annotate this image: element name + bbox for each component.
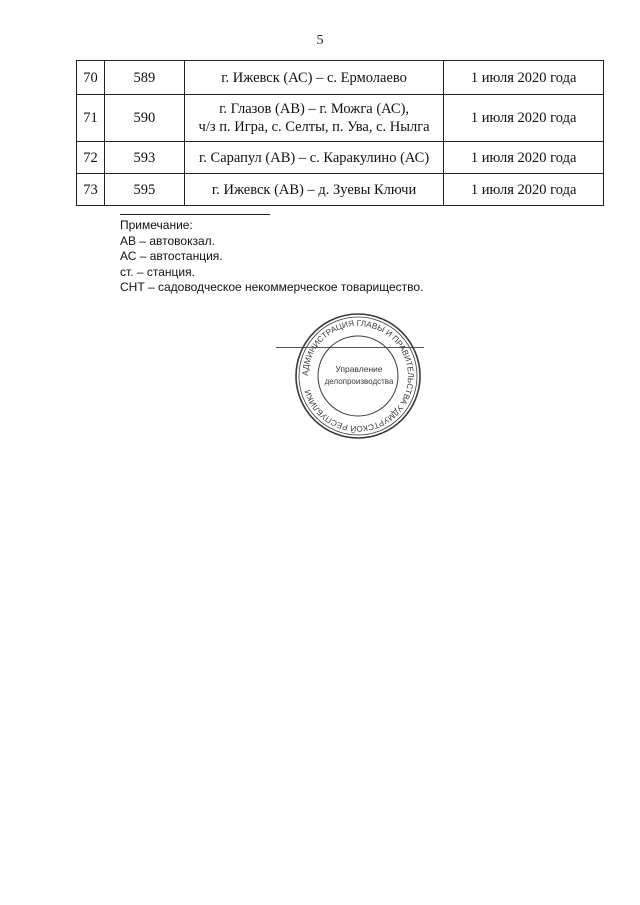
row-number: 73 — [77, 174, 105, 206]
route-code: 589 — [104, 61, 184, 95]
table-row — [77, 174, 604, 206]
start-date: 1 июля 2020 года — [444, 95, 604, 142]
official-stamp — [293, 311, 423, 441]
route-code: 590 — [104, 95, 184, 142]
start-date: 1 июля 2020 года — [444, 174, 604, 206]
note-item: ст. – станция. — [120, 264, 195, 279]
table-row — [77, 142, 604, 174]
start-date: 1 июля 2020 года — [444, 142, 604, 174]
notes-block — [120, 218, 423, 296]
page-number: 5 — [316, 33, 324, 48]
routes-table — [76, 60, 604, 206]
note-item: СНТ – садоводческое некоммерческое товарищество. — [120, 280, 424, 294]
route-name: г. Ижевск (АС) – с. Ермолаево — [184, 61, 443, 95]
row-number: 72 — [77, 142, 105, 174]
footnote-separator — [120, 214, 270, 215]
stamp-center-line2: делопроизводства — [324, 377, 394, 386]
route-code: 593 — [104, 142, 184, 174]
table-row — [77, 95, 604, 142]
stamp-outer-ring-inner — [299, 317, 417, 435]
row-number: 70 — [77, 61, 105, 95]
stamp-inner-ring — [318, 336, 398, 416]
route-name: г. Ижевск (АВ) – д. Зуевы Ключи — [184, 174, 443, 206]
stamp-center-line1: Управление — [335, 364, 383, 374]
route-code: 595 — [104, 174, 184, 206]
notes-title: Примечание: — [120, 218, 193, 232]
stamp-seal — [293, 311, 423, 441]
note-item: АС – автостанция. — [120, 249, 223, 263]
row-number: 71 — [77, 95, 105, 142]
route-name: г. Глазов (АВ) – г. Можга (АС), ч/з п. Игра, с. Селты, п. Ува, с. Нылга — [184, 95, 443, 142]
stamp-ring-text: АДМИНИСТРАЦИЯ ГЛАВЫ И ПРАВИТЕЛЬСТВА УДМУРТСКОЙ РЕСПУБЛИКИ — [300, 318, 416, 434]
start-date: 1 июля 2020 года — [444, 61, 604, 95]
table-row — [77, 61, 604, 95]
route-name: г. Сарапул (АВ) – с. Каракулино (АС) — [184, 142, 443, 174]
stamp-outer-ring — [296, 314, 420, 438]
note-item: АВ – автовокзал. — [120, 233, 215, 248]
